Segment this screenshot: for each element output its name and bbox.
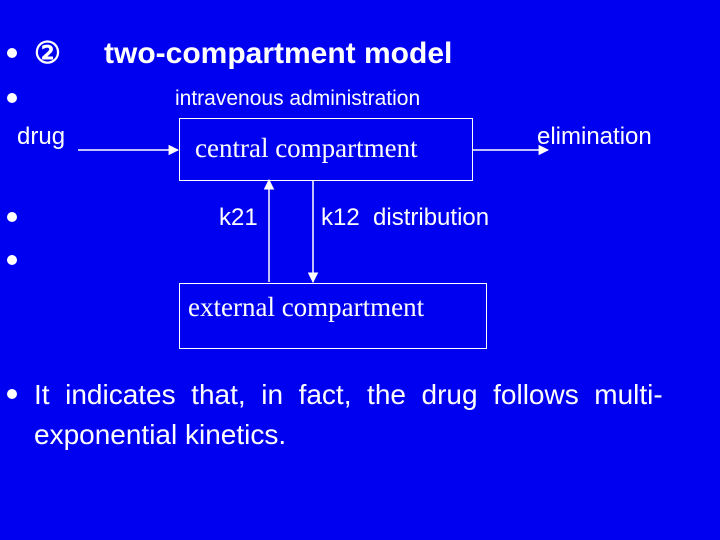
bullet-empty-2 [7,255,17,265]
central-compartment-label: central compartment [195,133,418,163]
bullet-route [7,93,17,103]
external-compartment-label: external compartment [188,292,425,322]
heading-marker: ② [34,37,61,70]
route-label: intravenous administration [175,87,421,110]
slide-title: two-compartment model [104,37,453,70]
k12-distribution-label: k12 distribution [321,204,490,231]
bullet-note [7,389,17,399]
bullet-empty-1 [7,212,17,222]
note-line-2: exponential kinetics. [34,419,287,450]
drug-label: drug [17,123,66,150]
k21-label: k21 [219,204,258,231]
bullet-heading [7,48,17,58]
note-line-1: It indicates that, in fact, the drug follows multi- [34,379,663,410]
elimination-label: elimination [537,123,652,150]
